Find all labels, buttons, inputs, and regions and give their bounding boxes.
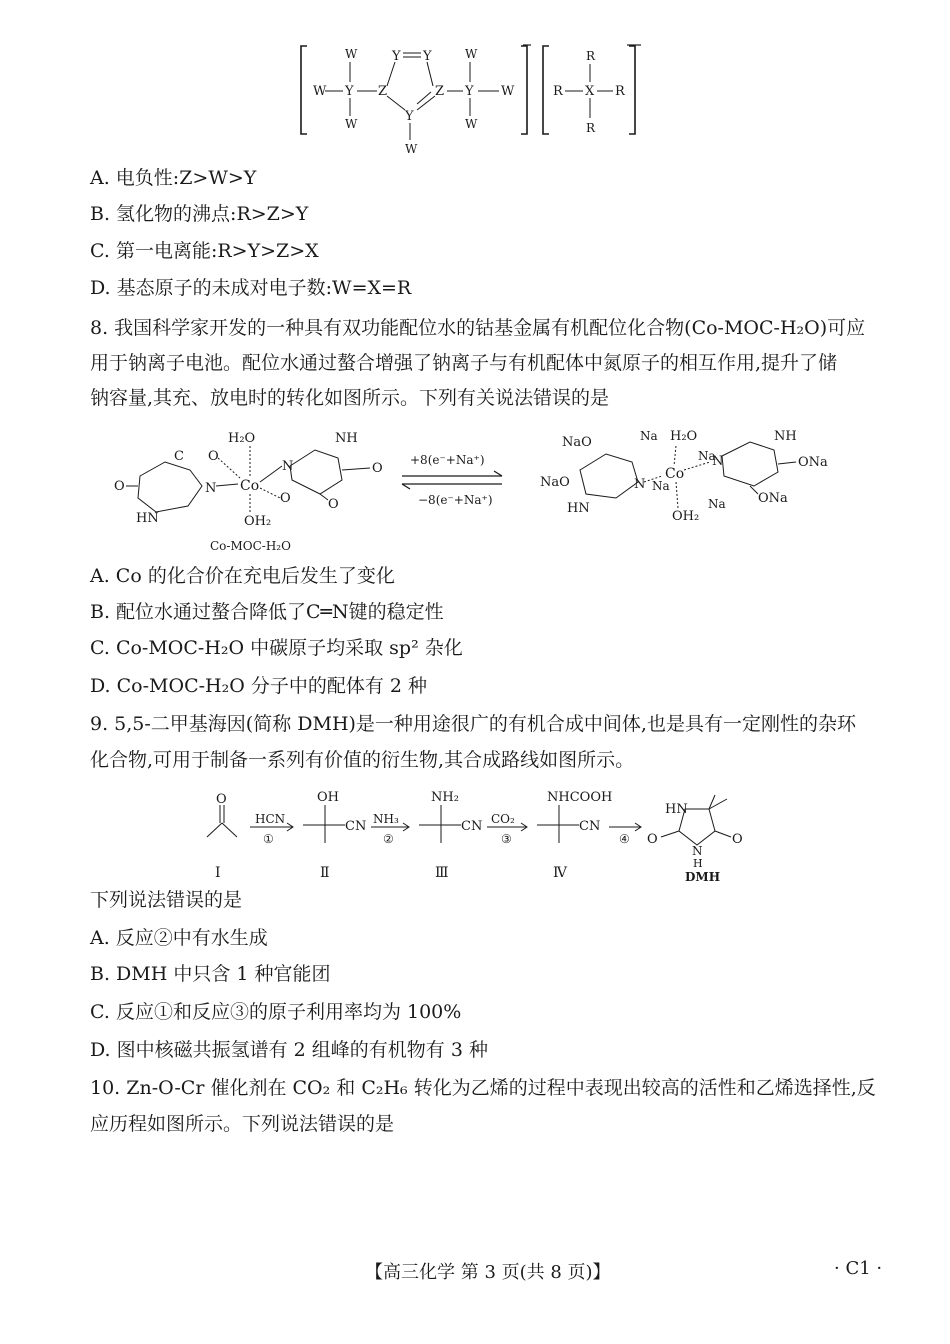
sodium-label: Na	[708, 497, 726, 511]
atom-r: R	[615, 84, 625, 99]
sodium-oxide-label: NaO	[562, 435, 592, 450]
sodium-label: Na	[640, 429, 658, 443]
nh-label: NH	[774, 429, 797, 444]
atom-r: R	[586, 49, 596, 63]
hn-label: HN	[136, 511, 159, 526]
compound-label-dmh: DMH	[685, 870, 721, 884]
q9-option-a: A. 反应②中有水生成	[90, 927, 268, 949]
q8-option-b: B. 配位水通过螯合降低了C═N键的稳定性	[90, 601, 444, 623]
oxygen-label: O	[114, 479, 125, 494]
cyano-label: CN	[579, 819, 601, 834]
water-label: H₂O	[670, 429, 698, 444]
atom-w: W	[465, 47, 478, 61]
nitrogen-label: N	[712, 454, 724, 469]
q7-option-b: B. 氢化物的沸点:R>Z>Y	[90, 203, 309, 225]
oxygen-label: O	[328, 497, 339, 512]
compound-label-4: Ⅳ	[553, 865, 567, 881]
hn-label: HN	[567, 501, 590, 516]
atom-y: Y	[405, 109, 414, 124]
atom-w: W	[405, 142, 418, 156]
sodium-oxide-label: ONa	[798, 455, 828, 470]
atom-x: X	[585, 84, 595, 99]
atom-y: Y	[345, 84, 354, 99]
water-label: OH₂	[672, 509, 700, 524]
compound-label-2: Ⅱ	[320, 865, 330, 881]
q9-option-d: D. 图中核磁共振氢谱有 2 组峰的有机物有 3 种	[90, 1039, 488, 1061]
nitrogen-label: N	[205, 481, 217, 496]
atom-w: W	[345, 117, 358, 131]
amino-label: NH₂	[431, 790, 459, 805]
nitrogen-label: N	[282, 459, 294, 474]
sodium-label: Na	[652, 479, 670, 493]
atom-r: R	[553, 84, 563, 99]
atom-y: Y	[392, 49, 401, 64]
step-4: ④	[619, 832, 630, 846]
reagent-co2: CO₂	[491, 812, 515, 826]
step-3: ③	[501, 832, 512, 846]
atom-z: Z	[435, 84, 445, 99]
step-1: ①	[263, 832, 274, 846]
q9-stem-line-2: 化合物,可用于制备一系列有价值的衍生物,其合成路线如图所示。	[90, 749, 635, 771]
charge-arrow-label: +8(e⁻+Na⁺)	[410, 453, 485, 467]
reagent-hcn: HCN	[255, 812, 286, 826]
cyano-label: CN	[461, 819, 483, 834]
oxygen-label: O	[372, 461, 383, 476]
q8-stem-line-1: 8. 我国科学家开发的一种具有双功能配位水的钴基金属有机配位化合物(Co-MOC-H₂O)可应	[90, 317, 866, 339]
nitrogen-label: N	[692, 844, 703, 858]
reagent-nh3: NH₃	[373, 812, 399, 826]
q8-option-a: A. Co 的化合价在充电后发生了变化	[90, 565, 395, 587]
step-2: ②	[383, 832, 394, 846]
q7-structure-figure	[295, 40, 655, 160]
water-label: H₂O	[228, 431, 256, 446]
hydrogen-label: H	[693, 857, 703, 870]
hn-label: HN	[665, 802, 688, 817]
q7-option-a: A. 电负性:Z>W>Y	[90, 167, 257, 189]
oxygen-label: O	[216, 792, 227, 807]
q8-reaction-figure	[110, 420, 850, 560]
compound-label-3: Ⅲ	[435, 865, 449, 881]
nh-label: NH	[335, 431, 358, 446]
sodium-label: Na	[698, 449, 716, 463]
sodium-oxide-label: ONa	[758, 491, 788, 506]
atom-w: W	[501, 84, 515, 99]
oxygen-label: O	[280, 491, 291, 506]
cyano-label: CN	[345, 819, 367, 834]
compound-label: Co-MOC-H₂O	[210, 539, 291, 553]
atom-w: W	[345, 47, 358, 61]
atom-y: Y	[465, 84, 474, 99]
q10-stem-line-2: 应历程如图所示。下列说法错误的是	[90, 1113, 395, 1135]
q9-stem-line-1: 9. 5,5-二甲基海因(简称 DMH)是一种用途很广的有机合成中间体,也是具有一定刚性的杂环	[90, 713, 856, 735]
oxygen-label: O	[647, 832, 658, 847]
atom-w: W	[465, 117, 478, 131]
hydroxyl-label: OH	[317, 790, 339, 805]
atom-z: Z	[378, 84, 388, 99]
discharge-arrow-label: −8(e⁻+Na⁺)	[418, 493, 493, 507]
atom-w: W	[313, 84, 327, 99]
compound-label-1: Ⅰ	[215, 865, 221, 881]
oxygen-label: O	[208, 449, 219, 464]
carbon-label: C	[174, 449, 184, 464]
q9-synthesis-figure	[195, 785, 755, 885]
sodium-oxide-label: NaO	[540, 475, 570, 490]
atom-r: R	[586, 121, 596, 135]
q9-option-b: B. DMH 中只含 1 种官能团	[90, 963, 331, 985]
cobalt-label: Co	[240, 478, 260, 494]
q9-stem: 下列说法错误的是	[90, 889, 243, 911]
q8-option-c: C. Co-MOC-H₂O 中碳原子均采取 sp² 杂化	[90, 637, 463, 659]
q9-option-c: C. 反应①和反应③的原子利用率均为 100%	[90, 1001, 462, 1023]
q7-option-d: D. 基态原子的未成对电子数:W=X=R	[90, 277, 412, 299]
q8-option-d: D. Co-MOC-H₂O 分子中的配体有 2 种	[90, 675, 427, 697]
cobalt-label: Co	[665, 466, 685, 482]
oxygen-label: O	[732, 832, 743, 847]
q10-stem-line-1: 10. Zn-O-Cr 催化剂在 CO₂ 和 C₂H₆ 转化为乙烯的过程中表现出较高的活性和乙烯选择性,反	[90, 1077, 876, 1099]
page-code: · C1 ·	[834, 1258, 883, 1279]
q8-stem-line-2: 用于钠离子电池。配位水通过螯合增强了钠离子与有机配体中氮原子的相互作用,提升了储	[90, 352, 838, 374]
atom-y: Y	[423, 49, 432, 64]
page-footer: 【高三化学 第 3 页(共 8 页)】	[365, 1262, 611, 1283]
q7-option-c: C. 第一电离能:R>Y>Z>X	[90, 240, 319, 262]
q8-stem-line-3: 钠容量,其充、放电时的转化如图所示。下列有关说法错误的是	[90, 387, 610, 409]
carbamic-label: NHCOOH	[547, 790, 613, 805]
water-label: OH₂	[244, 514, 272, 529]
nitrogen-label: N	[634, 477, 646, 492]
